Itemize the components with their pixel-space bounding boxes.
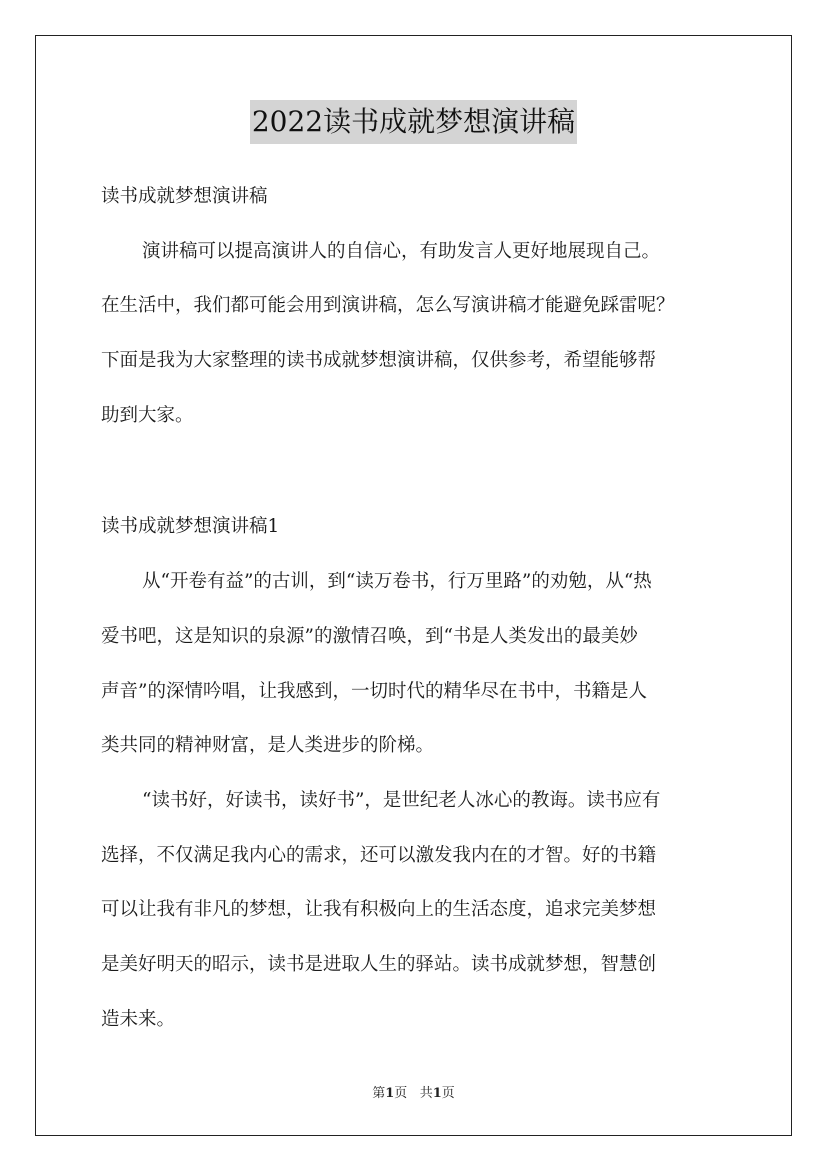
intro-line: 助到大家。 <box>101 404 194 426</box>
paragraph-line: “读书好，好读书，读好书”，是世纪老人冰心的教诲。读书应有 <box>142 789 661 811</box>
total-suffix: 页 <box>441 1086 455 1101</box>
intro-line: 在生活中，我们都可能会用到演讲稿，怎么写演讲稿才能避免踩雷呢？ <box>101 295 675 317</box>
page-suffix: 页 <box>394 1086 408 1101</box>
paragraph-line: 类共同的精神财富，是人类进步的阶梯。 <box>101 735 435 757</box>
title-container <box>0 100 827 144</box>
subtitle: 读书成就梦想演讲稿 <box>101 186 268 207</box>
intro-line: 演讲稿可以提高演讲人的自信心，有助发言人更好地展现自己。 <box>142 240 661 262</box>
paragraph-line: 爱书吧，这是知识的泉源”的激情召唤，到“书是人类发出的最美妙 <box>101 625 638 647</box>
paragraph-line: 从“开卷有益”的古训，到“读万卷书，行万里路”的劝勉，从“热 <box>142 571 652 593</box>
paragraph-line: 是美好明天的昭示，读书是进取人生的驿站。读书成就梦想，智慧创 <box>101 953 657 975</box>
paragraph-line: 声音”的深情吟唱，让我感到，一切时代的精华尽在书中，书籍是人 <box>101 680 647 702</box>
page-number: 1 <box>385 1086 395 1101</box>
paragraph-line: 选择，不仅满足我内心的需求，还可以激发我内在的才智。好的书籍 <box>101 844 657 866</box>
intro-line: 下面是我为大家整理的读书成就梦想演讲稿，仅供参考，希望能够帮 <box>101 350 657 372</box>
page-prefix: 第 <box>372 1086 386 1101</box>
document-body <box>101 170 731 1047</box>
page-footer <box>0 1082 827 1101</box>
document-title: 2022读书成就梦想演讲稿 <box>250 100 577 144</box>
paragraph-line: 造未来。 <box>101 1008 176 1030</box>
paragraph-line: 可以让我有非凡的梦想，让我有积极向上的生活态度，追求完美梦想 <box>101 899 657 921</box>
section-title: 读书成就梦想演讲稿1 <box>101 516 280 538</box>
total-prefix: 共 <box>419 1086 433 1101</box>
total-pages: 1 <box>432 1086 442 1101</box>
spacer <box>101 443 731 500</box>
